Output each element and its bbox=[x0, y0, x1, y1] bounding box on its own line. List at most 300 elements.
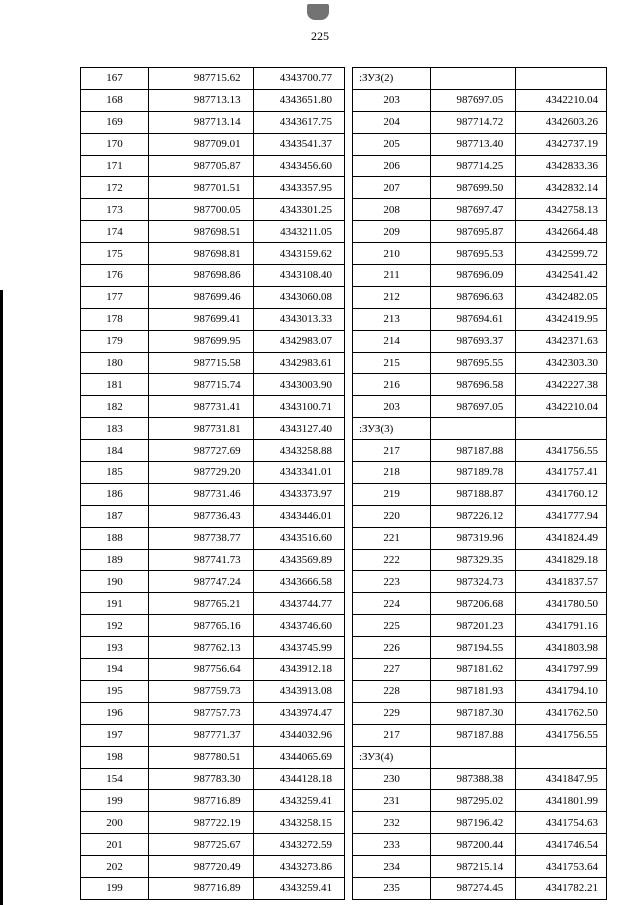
point-number: 225 bbox=[353, 615, 431, 637]
coordinate-y: 4341762.50 bbox=[516, 702, 607, 724]
point-number: 201 bbox=[81, 834, 149, 856]
section-label: :ЗУЗ(4) bbox=[353, 746, 431, 768]
table-row bbox=[81, 790, 345, 812]
coordinate-x: 987698.81 bbox=[149, 243, 254, 265]
table-row bbox=[81, 571, 345, 593]
table-row bbox=[81, 724, 345, 746]
table-row bbox=[353, 352, 607, 374]
coordinate-x: 987215.14 bbox=[431, 856, 516, 878]
point-number: 233 bbox=[353, 834, 431, 856]
coordinate-x: 987187.88 bbox=[431, 440, 516, 462]
table-row bbox=[81, 615, 345, 637]
coordinate-x: 987187.30 bbox=[431, 702, 516, 724]
coordinate-y: 4342983.61 bbox=[253, 352, 344, 374]
coordinate-y: 4343272.59 bbox=[253, 834, 344, 856]
table-row bbox=[353, 834, 607, 856]
coordinate-y: 4341756.55 bbox=[516, 724, 607, 746]
coordinate-x: 987699.50 bbox=[431, 177, 516, 199]
point-number: 218 bbox=[353, 462, 431, 484]
coordinate-x: 987736.43 bbox=[149, 505, 254, 527]
coordinate-x: 987695.87 bbox=[431, 221, 516, 243]
point-number: 202 bbox=[81, 856, 149, 878]
coordinate-x: 987695.55 bbox=[431, 352, 516, 374]
coordinate-y: 4343456.60 bbox=[253, 155, 344, 177]
table-row bbox=[353, 680, 607, 702]
coordinate-x: 987701.51 bbox=[149, 177, 254, 199]
coordinate-x: 987715.74 bbox=[149, 374, 254, 396]
coordinate-x: 987319.96 bbox=[431, 527, 516, 549]
coordinate-x: 987201.23 bbox=[431, 615, 516, 637]
coordinate-x: 987697.47 bbox=[431, 199, 516, 221]
coordinate-x: 987759.73 bbox=[149, 680, 254, 702]
binding-edge bbox=[0, 290, 3, 905]
table-row bbox=[353, 593, 607, 615]
coordinate-x: 987200.44 bbox=[431, 834, 516, 856]
table-row bbox=[353, 549, 607, 571]
coordinate-y: 4343108.40 bbox=[253, 265, 344, 287]
point-number: 216 bbox=[353, 374, 431, 396]
table-row bbox=[81, 418, 345, 440]
coordinate-y: 4341756.55 bbox=[516, 440, 607, 462]
table-row bbox=[353, 221, 607, 243]
point-number: 177 bbox=[81, 286, 149, 308]
coordinate-y: 4342482.05 bbox=[516, 286, 607, 308]
coordinate-x bbox=[431, 418, 516, 440]
coordinate-y: 4343003.90 bbox=[253, 374, 344, 396]
point-number: 219 bbox=[353, 483, 431, 505]
coordinate-x: 987725.67 bbox=[149, 834, 254, 856]
point-number: 200 bbox=[81, 812, 149, 834]
point-number: 215 bbox=[353, 352, 431, 374]
point-number: 172 bbox=[81, 177, 149, 199]
point-number: 232 bbox=[353, 812, 431, 834]
coordinate-y: 4343666.58 bbox=[253, 571, 344, 593]
coordinate-x: 987196.42 bbox=[431, 812, 516, 834]
point-number: 212 bbox=[353, 286, 431, 308]
table-row bbox=[353, 746, 607, 768]
table-row bbox=[81, 659, 345, 681]
table-row bbox=[81, 593, 345, 615]
coordinate-x: 987697.05 bbox=[431, 89, 516, 111]
coordinate-x: 987714.25 bbox=[431, 155, 516, 177]
coordinate-x: 987715.62 bbox=[149, 68, 254, 90]
point-number: 223 bbox=[353, 571, 431, 593]
table-row bbox=[81, 308, 345, 330]
coordinate-y: 4343446.01 bbox=[253, 505, 344, 527]
table-row bbox=[353, 505, 607, 527]
point-number: 185 bbox=[81, 462, 149, 484]
table-row bbox=[81, 746, 345, 768]
point-number: 224 bbox=[353, 593, 431, 615]
coordinate-y: 4341801.99 bbox=[516, 790, 607, 812]
coordinate-x: 987714.72 bbox=[431, 111, 516, 133]
coordinate-x: 987694.61 bbox=[431, 308, 516, 330]
table-row bbox=[81, 68, 345, 90]
coordinate-y: 4342737.19 bbox=[516, 133, 607, 155]
coordinate-x: 987713.14 bbox=[149, 111, 254, 133]
table-row bbox=[81, 834, 345, 856]
point-number: 189 bbox=[81, 549, 149, 571]
point-number: 197 bbox=[81, 724, 149, 746]
coordinate-x: 987729.20 bbox=[149, 462, 254, 484]
coordinate-y: 4341847.95 bbox=[516, 768, 607, 790]
coordinate-y: 4342227.38 bbox=[516, 374, 607, 396]
point-number: 169 bbox=[81, 111, 149, 133]
table-row bbox=[353, 265, 607, 287]
point-number: 205 bbox=[353, 133, 431, 155]
coordinate-y: 4341797.99 bbox=[516, 659, 607, 681]
point-number: 209 bbox=[353, 221, 431, 243]
coordinate-x bbox=[431, 68, 516, 90]
table-row bbox=[353, 768, 607, 790]
table-row bbox=[353, 68, 607, 90]
table-row bbox=[81, 440, 345, 462]
point-number: 228 bbox=[353, 680, 431, 702]
table-row bbox=[353, 418, 607, 440]
table-row bbox=[353, 111, 607, 133]
table-row bbox=[81, 549, 345, 571]
point-number: 231 bbox=[353, 790, 431, 812]
coordinate-y: 4343516.60 bbox=[253, 527, 344, 549]
coordinate-y: 4341829.18 bbox=[516, 549, 607, 571]
coordinate-y: 4343745.99 bbox=[253, 637, 344, 659]
point-number: 211 bbox=[353, 265, 431, 287]
coordinate-x: 987780.51 bbox=[149, 746, 254, 768]
coordinate-x: 987697.05 bbox=[431, 396, 516, 418]
table-row bbox=[81, 199, 345, 221]
coordinate-y: 4343060.08 bbox=[253, 286, 344, 308]
table-row bbox=[353, 659, 607, 681]
coordinates-table-right bbox=[352, 67, 607, 900]
table-row bbox=[353, 856, 607, 878]
point-number: 184 bbox=[81, 440, 149, 462]
coordinate-x: 987727.69 bbox=[149, 440, 254, 462]
table-row bbox=[353, 330, 607, 352]
table-row bbox=[81, 483, 345, 505]
point-number: 190 bbox=[81, 571, 149, 593]
point-number: 235 bbox=[353, 877, 431, 899]
coordinate-x: 987716.89 bbox=[149, 877, 254, 899]
coordinate-y: 4341837.57 bbox=[516, 571, 607, 593]
coordinate-x: 987388.38 bbox=[431, 768, 516, 790]
coordinate-y: 4343341.01 bbox=[253, 462, 344, 484]
coordinate-x bbox=[431, 746, 516, 768]
table-row bbox=[81, 374, 345, 396]
point-number: 199 bbox=[81, 877, 149, 899]
coordinate-y: 4343617.75 bbox=[253, 111, 344, 133]
coordinate-y bbox=[516, 68, 607, 90]
point-number: 217 bbox=[353, 440, 431, 462]
point-number: 171 bbox=[81, 155, 149, 177]
coordinate-x: 987187.88 bbox=[431, 724, 516, 746]
coordinate-x: 987226.12 bbox=[431, 505, 516, 527]
table-row bbox=[353, 877, 607, 899]
point-number: 181 bbox=[81, 374, 149, 396]
point-number: 229 bbox=[353, 702, 431, 724]
coordinate-x: 987181.93 bbox=[431, 680, 516, 702]
coordinate-y: 4343259.41 bbox=[253, 790, 344, 812]
coordinate-x: 987699.41 bbox=[149, 308, 254, 330]
coordinate-y: 4343013.33 bbox=[253, 308, 344, 330]
table-row bbox=[81, 155, 345, 177]
point-number: 204 bbox=[353, 111, 431, 133]
table-row bbox=[353, 637, 607, 659]
point-number: 167 bbox=[81, 68, 149, 90]
coordinate-x: 987771.37 bbox=[149, 724, 254, 746]
point-number: 222 bbox=[353, 549, 431, 571]
coordinate-y: 4341760.12 bbox=[516, 483, 607, 505]
coordinate-y: 4343100.71 bbox=[253, 396, 344, 418]
coordinate-y: 4343301.25 bbox=[253, 199, 344, 221]
table-row bbox=[81, 286, 345, 308]
table-row bbox=[353, 790, 607, 812]
coordinate-y: 4342758.13 bbox=[516, 199, 607, 221]
table-row bbox=[81, 177, 345, 199]
coordinate-y: 4343159.62 bbox=[253, 243, 344, 265]
point-number: 220 bbox=[353, 505, 431, 527]
coordinate-y: 4343259.41 bbox=[253, 877, 344, 899]
coordinate-y: 4343651.80 bbox=[253, 89, 344, 111]
point-number: 192 bbox=[81, 615, 149, 637]
table-row bbox=[353, 396, 607, 418]
coordinate-x: 987783.30 bbox=[149, 768, 254, 790]
coordinate-x: 987696.09 bbox=[431, 265, 516, 287]
coordinate-x: 987274.45 bbox=[431, 877, 516, 899]
coordinate-y: 4343700.77 bbox=[253, 68, 344, 90]
point-number: 194 bbox=[81, 659, 149, 681]
point-number: 193 bbox=[81, 637, 149, 659]
coordinate-y: 4342303.30 bbox=[516, 352, 607, 374]
coordinate-y: 4344128.18 bbox=[253, 768, 344, 790]
coordinate-y: 4342833.36 bbox=[516, 155, 607, 177]
coordinate-x: 987722.19 bbox=[149, 812, 254, 834]
point-number: 174 bbox=[81, 221, 149, 243]
coordinate-y: 4341791.16 bbox=[516, 615, 607, 637]
point-number: 208 bbox=[353, 199, 431, 221]
coordinate-y: 4341757.41 bbox=[516, 462, 607, 484]
page-number: 225 bbox=[311, 29, 329, 43]
table-row bbox=[353, 133, 607, 155]
point-number: 186 bbox=[81, 483, 149, 505]
table-row bbox=[353, 462, 607, 484]
coordinate-x: 987696.63 bbox=[431, 286, 516, 308]
coordinate-x: 987715.58 bbox=[149, 352, 254, 374]
table-row bbox=[81, 877, 345, 899]
point-number: 191 bbox=[81, 593, 149, 615]
coordinate-y: 4341824.49 bbox=[516, 527, 607, 549]
point-number: 179 bbox=[81, 330, 149, 352]
point-number: 154 bbox=[81, 768, 149, 790]
point-number: 203 bbox=[353, 396, 431, 418]
table-row bbox=[81, 221, 345, 243]
point-number: 180 bbox=[81, 352, 149, 374]
coordinate-x: 987699.95 bbox=[149, 330, 254, 352]
coordinate-x: 987765.21 bbox=[149, 593, 254, 615]
point-number: 199 bbox=[81, 790, 149, 812]
coordinate-y: 4344065.69 bbox=[253, 746, 344, 768]
coordinate-y: 4342210.04 bbox=[516, 396, 607, 418]
table-row bbox=[353, 812, 607, 834]
table-row bbox=[353, 199, 607, 221]
table-row bbox=[81, 812, 345, 834]
table-row bbox=[353, 571, 607, 593]
point-number: 207 bbox=[353, 177, 431, 199]
coordinate-x: 987698.86 bbox=[149, 265, 254, 287]
coordinate-y: 4343974.47 bbox=[253, 702, 344, 724]
point-number: 175 bbox=[81, 243, 149, 265]
table-row bbox=[81, 89, 345, 111]
table-row bbox=[81, 396, 345, 418]
emblem-icon bbox=[307, 4, 329, 20]
coordinate-x: 987731.41 bbox=[149, 396, 254, 418]
coordinate-y: 4343273.86 bbox=[253, 856, 344, 878]
point-number: 226 bbox=[353, 637, 431, 659]
coordinate-y: 4341794.10 bbox=[516, 680, 607, 702]
point-number: 173 bbox=[81, 199, 149, 221]
coordinate-y: 4343569.89 bbox=[253, 549, 344, 571]
coordinate-x: 987295.02 bbox=[431, 790, 516, 812]
point-number: 196 bbox=[81, 702, 149, 724]
coordinate-x: 987765.16 bbox=[149, 615, 254, 637]
table-row bbox=[81, 527, 345, 549]
table-row bbox=[353, 155, 607, 177]
coordinate-x: 987716.89 bbox=[149, 790, 254, 812]
coordinate-y: 4342210.04 bbox=[516, 89, 607, 111]
table-row bbox=[81, 462, 345, 484]
table-row bbox=[353, 243, 607, 265]
coordinate-y: 4342832.14 bbox=[516, 177, 607, 199]
coordinate-y: 4343258.88 bbox=[253, 440, 344, 462]
coordinate-y bbox=[516, 746, 607, 768]
coordinate-y: 4342983.07 bbox=[253, 330, 344, 352]
table-row bbox=[353, 615, 607, 637]
coordinate-y: 4342603.26 bbox=[516, 111, 607, 133]
coordinate-x: 987713.40 bbox=[431, 133, 516, 155]
point-number: 227 bbox=[353, 659, 431, 681]
table-row bbox=[81, 702, 345, 724]
table-row bbox=[81, 856, 345, 878]
coordinate-y: 4343541.37 bbox=[253, 133, 344, 155]
coordinate-x: 987693.37 bbox=[431, 330, 516, 352]
coordinate-x: 987188.87 bbox=[431, 483, 516, 505]
coordinate-y: 4341753.64 bbox=[516, 856, 607, 878]
coordinate-y: 4343211.05 bbox=[253, 221, 344, 243]
point-number: 234 bbox=[353, 856, 431, 878]
coordinate-y: 4341754.63 bbox=[516, 812, 607, 834]
coordinate-y: 4342371.63 bbox=[516, 330, 607, 352]
coordinate-x: 987747.24 bbox=[149, 571, 254, 593]
coordinate-x: 987731.46 bbox=[149, 483, 254, 505]
point-number: 217 bbox=[353, 724, 431, 746]
table-row bbox=[353, 483, 607, 505]
coordinate-x: 987713.13 bbox=[149, 89, 254, 111]
table-row bbox=[81, 133, 345, 155]
coordinate-x: 987756.64 bbox=[149, 659, 254, 681]
coordinate-x: 987698.51 bbox=[149, 221, 254, 243]
coordinate-x: 987741.73 bbox=[149, 549, 254, 571]
coordinates-table-left-body bbox=[81, 68, 345, 900]
coordinate-y: 4343258.15 bbox=[253, 812, 344, 834]
coordinate-y: 4342419.95 bbox=[516, 308, 607, 330]
coordinate-x: 987324.73 bbox=[431, 571, 516, 593]
point-number: 206 bbox=[353, 155, 431, 177]
coordinate-y: 4342599.72 bbox=[516, 243, 607, 265]
point-number: 210 bbox=[353, 243, 431, 265]
section-label: :ЗУЗ(2) bbox=[353, 68, 431, 90]
coordinate-x: 987709.01 bbox=[149, 133, 254, 155]
table-row bbox=[81, 330, 345, 352]
coordinates-table-right-body bbox=[353, 68, 607, 900]
coordinate-y: 4343913.08 bbox=[253, 680, 344, 702]
coordinate-y: 4341777.94 bbox=[516, 505, 607, 527]
table-row bbox=[353, 89, 607, 111]
coordinate-x: 987700.05 bbox=[149, 199, 254, 221]
coordinate-x: 987206.68 bbox=[431, 593, 516, 615]
coordinate-x: 987738.77 bbox=[149, 527, 254, 549]
table-row bbox=[81, 243, 345, 265]
coordinate-x: 987699.46 bbox=[149, 286, 254, 308]
table-row bbox=[81, 352, 345, 374]
table-row bbox=[353, 440, 607, 462]
table-row bbox=[353, 702, 607, 724]
point-number: 183 bbox=[81, 418, 149, 440]
point-number: 168 bbox=[81, 89, 149, 111]
coordinates-table-left bbox=[80, 67, 345, 900]
point-number: 213 bbox=[353, 308, 431, 330]
coordinate-y: 4341746.54 bbox=[516, 834, 607, 856]
coordinate-x: 987696.58 bbox=[431, 374, 516, 396]
coordinate-x: 987695.53 bbox=[431, 243, 516, 265]
coordinate-y: 4341803.98 bbox=[516, 637, 607, 659]
table-row bbox=[353, 527, 607, 549]
table-row bbox=[353, 177, 607, 199]
point-number: 188 bbox=[81, 527, 149, 549]
coordinate-y: 4342541.42 bbox=[516, 265, 607, 287]
point-number: 176 bbox=[81, 265, 149, 287]
coordinate-x: 987329.35 bbox=[431, 549, 516, 571]
table-row bbox=[81, 768, 345, 790]
point-number: 195 bbox=[81, 680, 149, 702]
point-number: 214 bbox=[353, 330, 431, 352]
coordinate-y: 4344032.96 bbox=[253, 724, 344, 746]
table-row bbox=[81, 680, 345, 702]
coordinate-y: 4343746.60 bbox=[253, 615, 344, 637]
coordinate-x: 987731.81 bbox=[149, 418, 254, 440]
coordinate-x: 987705.87 bbox=[149, 155, 254, 177]
point-number: 198 bbox=[81, 746, 149, 768]
table-row bbox=[81, 265, 345, 287]
coordinate-y: 4343357.95 bbox=[253, 177, 344, 199]
coordinate-x: 987720.49 bbox=[149, 856, 254, 878]
table-row bbox=[353, 724, 607, 746]
coordinate-y: 4343373.97 bbox=[253, 483, 344, 505]
coordinate-x: 987181.62 bbox=[431, 659, 516, 681]
coordinate-y: 4342664.48 bbox=[516, 221, 607, 243]
point-number: 221 bbox=[353, 527, 431, 549]
coordinate-y: 4343744.77 bbox=[253, 593, 344, 615]
coordinate-x: 987757.73 bbox=[149, 702, 254, 724]
point-number: 187 bbox=[81, 505, 149, 527]
point-number: 182 bbox=[81, 396, 149, 418]
point-number: 230 bbox=[353, 768, 431, 790]
coordinate-x: 987189.78 bbox=[431, 462, 516, 484]
section-label: :ЗУЗ(3) bbox=[353, 418, 431, 440]
table-row bbox=[353, 308, 607, 330]
table-row bbox=[81, 111, 345, 133]
coordinate-y bbox=[516, 418, 607, 440]
coordinate-y: 4341780.50 bbox=[516, 593, 607, 615]
coordinate-y: 4343127.40 bbox=[253, 418, 344, 440]
